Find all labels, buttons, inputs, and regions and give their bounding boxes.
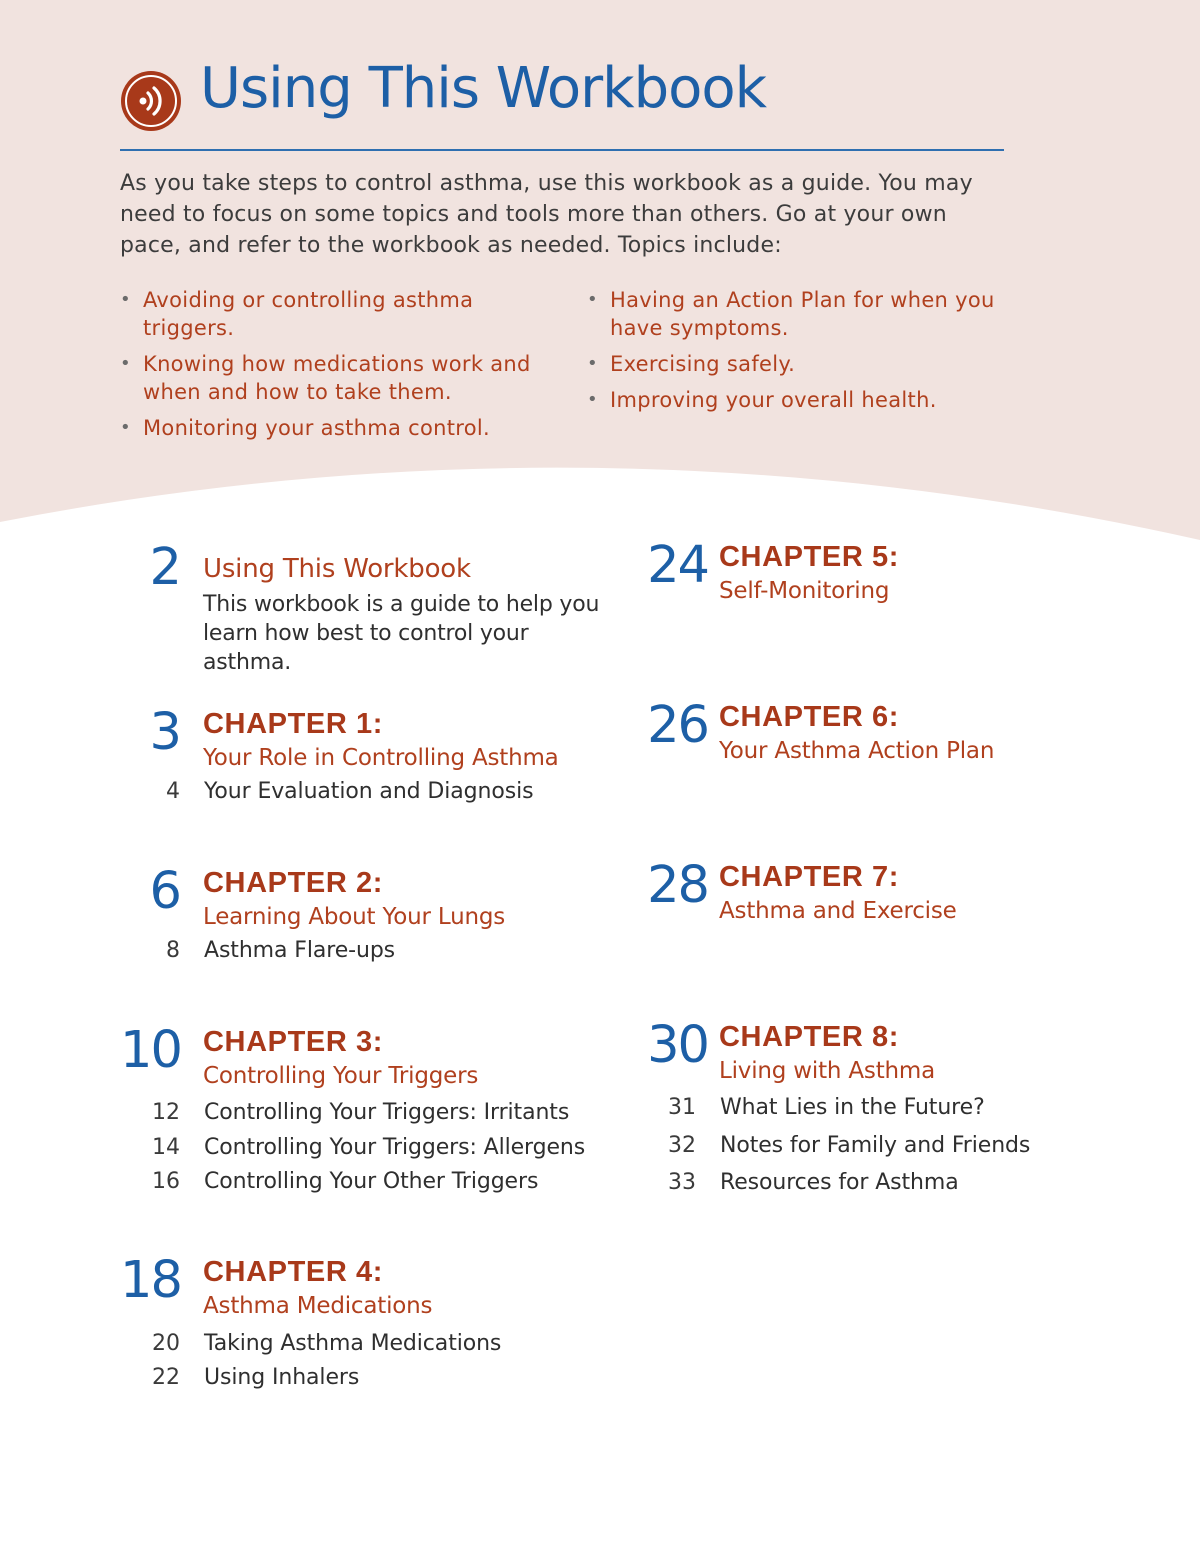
chapter-label: CHAPTER 3: — [203, 1026, 384, 1058]
toc-chapter-4[interactable] — [120, 1253, 600, 1398]
chapter-label: CHAPTER 4: — [203, 1256, 384, 1288]
section-title: Resources for Asthma — [720, 1170, 959, 1195]
toc-section[interactable] — [120, 777, 600, 807]
section-page-number: 32 — [668, 1133, 696, 1158]
toc-page-number: 6 — [149, 862, 180, 921]
topic-item: • Exercising safely. — [587, 350, 1027, 378]
chapter-label: CHAPTER 7: — [719, 861, 900, 893]
toc-section[interactable] — [636, 1131, 1076, 1161]
chapter-title: Living with Asthma — [719, 1058, 936, 1084]
section-page-number: 31 — [668, 1095, 696, 1120]
page-title: Using This Workbook — [200, 56, 767, 121]
section-page-number: 14 — [152, 1135, 180, 1160]
section-page-number: 33 — [668, 1170, 696, 1195]
toc-section[interactable] — [120, 936, 600, 966]
toc-page-number: 10 — [120, 1021, 181, 1080]
section-page-number: 20 — [152, 1331, 180, 1356]
toc-section[interactable] — [120, 1098, 600, 1128]
chapter-title: Your Role in Controlling Asthma — [203, 745, 559, 771]
topics-list-left — [120, 286, 560, 450]
chapter-label: CHAPTER 6: — [719, 701, 900, 733]
toc-entry-description: This workbook is a guide to help you learn how best to control your asthma. — [203, 592, 600, 675]
chapter-title: Self-Monitoring — [719, 578, 890, 604]
intro-paragraph: As you take steps to control asthma, use this workbook as a guide. You may need to focus on some topics and tools more than others. Go at your own pace, and refer to the workbook as needed. Topics include: — [120, 171, 973, 258]
toc-page-number: 2 — [149, 538, 180, 597]
toc-page-number: 18 — [120, 1251, 181, 1310]
toc-page-number: 24 — [647, 536, 708, 595]
chapter-label: CHAPTER 5: — [719, 541, 900, 573]
toc-entry-title: Using This Workbook — [203, 554, 471, 584]
section-page-number: 4 — [166, 779, 180, 804]
title-divider — [120, 149, 1004, 151]
toc-section[interactable] — [120, 1167, 600, 1197]
toc-page-number: 3 — [149, 703, 180, 762]
toc-chapter-7[interactable] — [636, 858, 1076, 933]
section-title: Controlling Your Other Triggers — [204, 1169, 539, 1194]
sound-waves-icon — [120, 70, 182, 132]
section-page-number: 12 — [152, 1100, 180, 1125]
section-title: Using Inhalers — [204, 1365, 360, 1390]
toc-chapter-5[interactable] — [636, 538, 1076, 613]
toc-chapter-3[interactable] — [120, 1023, 600, 1203]
section-page-number: 22 — [152, 1365, 180, 1390]
topics-list-right — [587, 286, 1027, 422]
chapter-label: CHAPTER 8: — [719, 1021, 900, 1053]
topic-item: • Having an Action Plan for when you have symptoms. — [587, 286, 1027, 342]
section-title: What Lies in the Future? — [720, 1095, 985, 1120]
topic-item: • Monitoring your asthma control. — [120, 414, 560, 442]
toc-page-number: 30 — [647, 1016, 708, 1075]
section-title: Taking Asthma Medications — [204, 1331, 502, 1356]
toc-section[interactable] — [636, 1093, 1076, 1123]
section-title: Controlling Your Triggers: Allergens — [204, 1135, 586, 1160]
chapter-title: Learning About Your Lungs — [203, 904, 506, 930]
topic-item: • Improving your overall health. — [587, 386, 1027, 414]
chapter-title: Your Asthma Action Plan — [719, 738, 995, 764]
section-page-number: 16 — [152, 1169, 180, 1194]
toc-page-number: 26 — [647, 696, 708, 755]
chapter-title: Controlling Your Triggers — [203, 1063, 479, 1089]
chapter-label: CHAPTER 1: — [203, 708, 384, 740]
toc-chapter-6[interactable] — [636, 698, 1076, 773]
toc-section[interactable] — [636, 1168, 1076, 1198]
section-title: Notes for Family and Friends — [720, 1133, 1031, 1158]
toc-section[interactable] — [120, 1133, 600, 1163]
section-title: Controlling Your Triggers: Irritants — [204, 1100, 570, 1125]
section-page-number: 8 — [166, 938, 180, 963]
toc-chapter-2[interactable] — [120, 864, 600, 969]
section-title: Asthma Flare-ups — [204, 938, 396, 963]
section-title: Your Evaluation and Diagnosis — [204, 779, 534, 804]
chapter-title: Asthma Medications — [203, 1293, 433, 1319]
toc-entry-intro[interactable] — [120, 538, 600, 675]
toc-chapter-1[interactable] — [120, 705, 600, 810]
toc-section[interactable] — [120, 1329, 600, 1359]
topic-item: • Knowing how medications work and when and how to take them. — [120, 350, 560, 406]
toc-section[interactable] — [120, 1363, 600, 1393]
toc-chapter-8[interactable] — [636, 1018, 1076, 1203]
chapter-title: Asthma and Exercise — [719, 898, 957, 924]
toc-page-number: 28 — [647, 856, 708, 915]
chapter-label: CHAPTER 2: — [203, 867, 384, 899]
topic-item: • Avoiding or controlling asthma triggers. — [120, 286, 560, 342]
